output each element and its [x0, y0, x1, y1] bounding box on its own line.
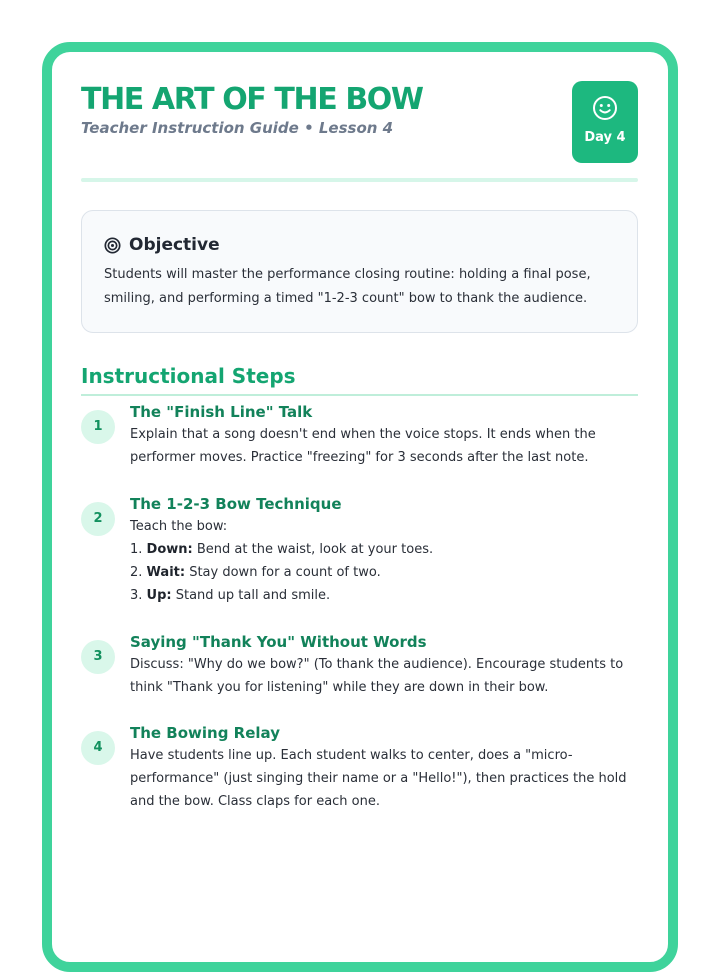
page-subtitle: Teacher Instruction Guide • Lesson 4	[81, 119, 394, 137]
page-title: THE ART OF THE BOW	[81, 82, 423, 117]
step-description: Have students line up. Each student walks to center, does a "micro-performance" (just singing their name or a "Hello!"), then practices the hold and the bow. Class claps for each one.	[130, 748, 627, 809]
step-number: 4	[81, 731, 115, 765]
day-badge-label: Day 4	[584, 130, 626, 145]
step-title: Saying "Thank You" Without Words	[130, 633, 427, 651]
bow-step-label: Wait:	[146, 565, 186, 580]
objective-text: Students will master the performance closing routine: holding a final pose, smiling, and performing a timed "1-2-3 count" bow to thank the audience.	[104, 267, 591, 306]
objective-box	[81, 210, 638, 333]
step-number: 3	[81, 640, 115, 674]
step-intro: Teach the bow:	[130, 519, 228, 534]
bow-step-wait: 2. Wait: Stay down for a count of two.	[130, 565, 381, 580]
step-description: Discuss: "Why do we bow?" (To thank the audience). Encourage students to think "Thank you for listening" while they are down in their bow.	[130, 657, 624, 695]
target-icon	[104, 237, 121, 254]
smiley-face-icon	[592, 95, 618, 121]
step-title: The Bowing Relay	[130, 724, 280, 742]
step-description	[130, 515, 640, 607]
bow-step-label: Up:	[146, 588, 172, 603]
step-title: The 1-2-3 Bow Technique	[130, 495, 342, 513]
step-title: The "Finish Line" Talk	[130, 403, 313, 421]
step-number: 1	[81, 410, 115, 444]
bow-step-label: Down:	[146, 542, 193, 557]
objective-title: Objective	[129, 235, 220, 255]
section-divider	[81, 394, 638, 396]
section-title: Instructional Steps	[81, 364, 296, 388]
bow-step-up: 3. Up: Stand up tall and smile.	[130, 588, 331, 603]
header-divider	[81, 178, 638, 182]
bow-step-down: 1. Down: Bend at the waist, look at your toes.	[130, 542, 434, 557]
day-badge	[572, 81, 638, 163]
step-description: Explain that a song doesn't end when the voice stops. It ends when the performer moves. Practice "freezing" for 3 seconds after the last note.	[130, 427, 596, 465]
step-number: 2	[81, 502, 115, 536]
